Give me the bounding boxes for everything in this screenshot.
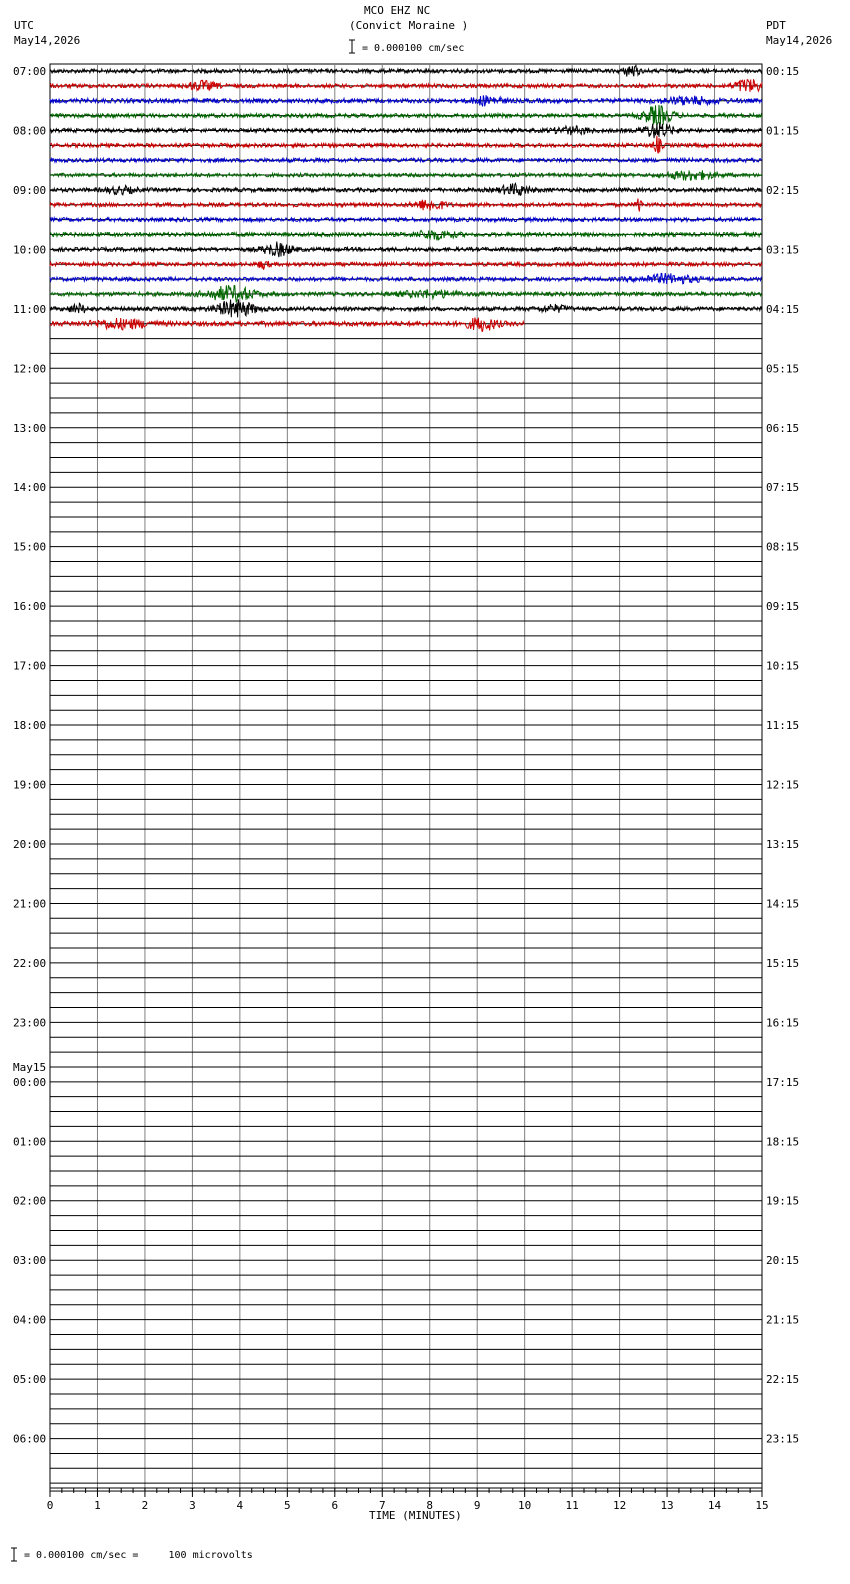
utc-hour-label: 18:00 bbox=[13, 719, 47, 733]
x-tick-label: 5 bbox=[284, 1499, 291, 1512]
x-tick-label: 1 bbox=[94, 1499, 101, 1512]
utc-hour-label: 22:00 bbox=[13, 956, 47, 970]
x-tick-label: 15 bbox=[755, 1499, 769, 1512]
pdt-hour-label: 07:15 bbox=[766, 481, 800, 495]
pdt-hour-label: 16:15 bbox=[766, 1016, 800, 1030]
pdt-hour-label: 12:15 bbox=[766, 778, 800, 792]
seismic-trace bbox=[50, 230, 762, 240]
pdt-hour-label: 10:15 bbox=[766, 659, 800, 673]
utc-date-label: May15 bbox=[13, 1060, 47, 1074]
utc-hour-label: 19:00 bbox=[13, 778, 47, 792]
x-axis-label: TIME (MINUTES) bbox=[369, 1509, 462, 1522]
x-tick-label: 9 bbox=[473, 1499, 481, 1512]
seismic-trace bbox=[50, 122, 762, 138]
pdt-hour-label: 20:15 bbox=[766, 1254, 800, 1268]
right-date: May14,2026 bbox=[766, 34, 833, 47]
scale-label: = 0.000100 cm/sec bbox=[362, 43, 465, 54]
x-tick-label: 13 bbox=[660, 1499, 674, 1512]
x-tick-label: 2 bbox=[141, 1499, 149, 1512]
footer-scale-note: = 0.000100 cm/sec = 100 microvolts bbox=[24, 1550, 253, 1561]
utc-hour-label: 16:00 bbox=[13, 600, 47, 614]
footer-scale-bar-icon bbox=[11, 1548, 17, 1561]
utc-hour-label: 08:00 bbox=[13, 124, 47, 138]
pdt-hour-label: 04:15 bbox=[766, 302, 800, 316]
utc-hour-label: 21:00 bbox=[13, 897, 47, 911]
utc-hour-label: 07:00 bbox=[13, 65, 47, 78]
pdt-hour-label: 00:15 bbox=[766, 65, 800, 78]
utc-hour-label: 11:00 bbox=[13, 302, 47, 316]
utc-hour-label: 03:00 bbox=[13, 1254, 47, 1268]
pdt-hour-label: 18:15 bbox=[766, 1135, 800, 1149]
x-tick-label: 4 bbox=[236, 1499, 244, 1512]
x-tick-label: 0 bbox=[46, 1499, 54, 1512]
left-timezone: UTC bbox=[14, 19, 34, 32]
seismic-trace bbox=[50, 261, 762, 270]
utc-hour-label: 10:00 bbox=[13, 243, 47, 257]
site-subtitle: (Convict Moraine ) bbox=[349, 19, 469, 32]
utc-hour-label: 04:00 bbox=[13, 1313, 47, 1327]
trace-series bbox=[50, 65, 762, 331]
pdt-hour-label: 17:15 bbox=[766, 1075, 800, 1089]
seismic-trace bbox=[50, 95, 762, 106]
pdt-hour-label: 23:15 bbox=[766, 1432, 800, 1446]
utc-hour-label: 01:00 bbox=[13, 1135, 47, 1149]
utc-hour-label: 17:00 bbox=[13, 659, 47, 673]
seismic-trace bbox=[50, 183, 762, 195]
pdt-hour-label: 02:15 bbox=[766, 183, 800, 197]
pdt-hour-label: 05:15 bbox=[766, 362, 800, 376]
utc-hour-label: 23:00 bbox=[13, 1016, 47, 1030]
pdt-hour-label: 08:15 bbox=[766, 540, 800, 554]
utc-hour-label: 15:00 bbox=[13, 540, 47, 554]
x-tick-label: 3 bbox=[189, 1499, 196, 1512]
seismic-trace bbox=[50, 158, 762, 162]
x-tick-label: 6 bbox=[331, 1499, 339, 1512]
utc-hour-label: 14:00 bbox=[13, 481, 47, 495]
x-tick-label: 10 bbox=[518, 1499, 532, 1512]
utc-hour-label: 20:00 bbox=[13, 837, 47, 851]
seismic-trace bbox=[50, 273, 762, 284]
station-title: MCO EHZ NC bbox=[364, 4, 431, 17]
utc-hour-label: 09:00 bbox=[13, 183, 47, 197]
x-tick-label: 7 bbox=[378, 1499, 386, 1512]
x-tick-label: 11 bbox=[565, 1499, 579, 1512]
scale-bar-icon bbox=[349, 40, 355, 53]
utc-hour-label: 00:00 bbox=[13, 1075, 47, 1089]
pdt-hour-label: 14:15 bbox=[766, 897, 800, 911]
seismic-trace bbox=[50, 65, 762, 76]
pdt-hour-label: 01:15 bbox=[766, 124, 800, 138]
x-tick-label: 8 bbox=[426, 1499, 434, 1512]
pdt-hour-label: 19:15 bbox=[766, 1194, 800, 1208]
x-tick-label: 14 bbox=[707, 1499, 722, 1512]
pdt-hour-label: 09:15 bbox=[766, 600, 800, 614]
x-tick-label: 12 bbox=[612, 1499, 627, 1512]
left-date: May14,2026 bbox=[14, 34, 81, 47]
seismic-trace bbox=[50, 136, 762, 154]
pdt-hour-label: 15:15 bbox=[766, 956, 800, 970]
pdt-hour-label: 11:15 bbox=[766, 719, 800, 733]
pdt-hour-label: 21:15 bbox=[766, 1313, 800, 1327]
utc-hour-label: 02:00 bbox=[13, 1194, 47, 1208]
pdt-hour-label: 06:15 bbox=[766, 421, 800, 435]
utc-hour-label: 13:00 bbox=[13, 421, 47, 435]
pdt-hour-label: 22:15 bbox=[766, 1373, 800, 1387]
pdt-hour-label: 03:15 bbox=[766, 243, 800, 257]
utc-hour-label: 06:00 bbox=[13, 1432, 47, 1446]
seismic-trace bbox=[50, 285, 762, 301]
right-timezone: PDT bbox=[766, 19, 786, 32]
utc-hour-label: 12:00 bbox=[13, 362, 47, 376]
utc-hour-label: 05:00 bbox=[13, 1373, 47, 1387]
pdt-hour-label: 13:15 bbox=[766, 837, 800, 851]
